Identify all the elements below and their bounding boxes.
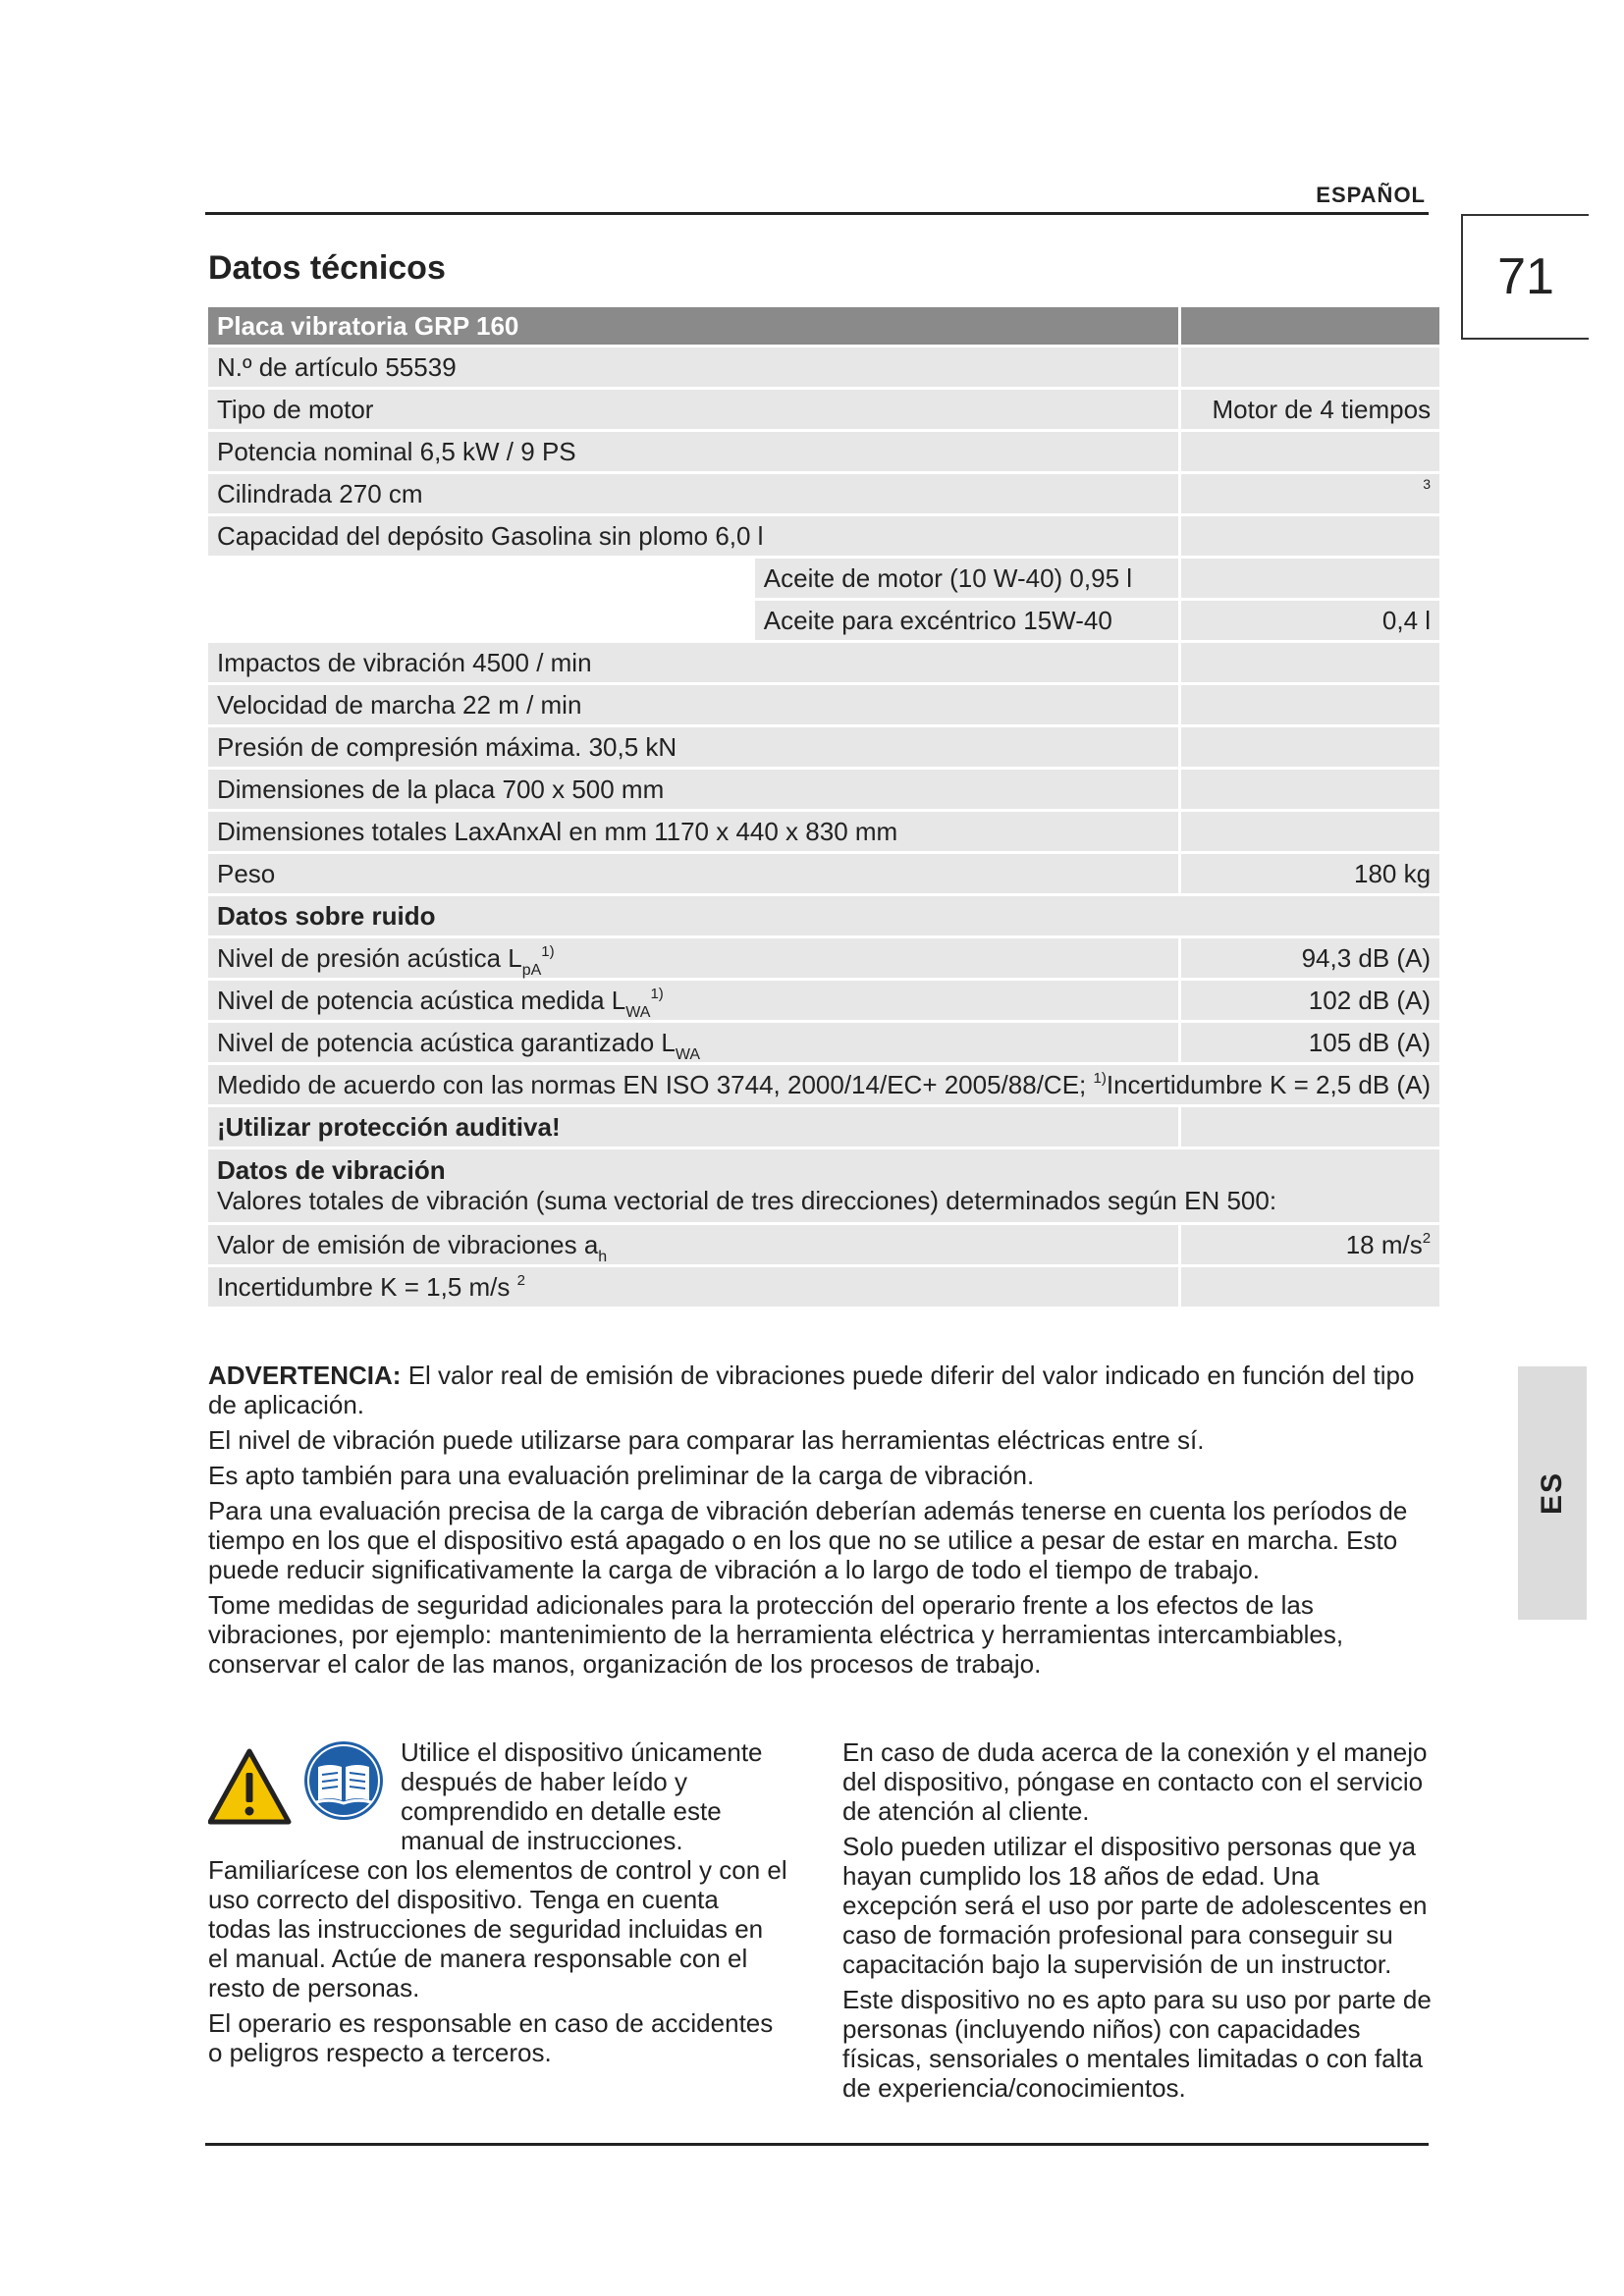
warning-paragraph: Tome medidas de seguridad adicionales para la protección del operario frente a los efectos de las vibraciones, por ejemplo: mantenimiento de la herramienta eléctrica y herramientas intercambiables, conservar el calor de las manos, organización de los procesos de trabajo. bbox=[208, 1590, 1344, 1679]
table-row bbox=[208, 1107, 1439, 1147]
table-row bbox=[208, 390, 1439, 429]
displacement-unit-sup: 3 bbox=[1181, 474, 1439, 513]
vibration-impacts: Impactos de vibración 4500 / min bbox=[208, 643, 1178, 682]
table-row bbox=[208, 432, 1439, 471]
header-rule bbox=[205, 212, 1429, 215]
table-row bbox=[208, 1065, 1439, 1104]
article-number: N.º de artículo 55539 bbox=[208, 347, 1178, 387]
motor-oil: Aceite de motor (10 W-40) 0,95 l bbox=[755, 559, 1178, 598]
table-row bbox=[208, 516, 1439, 556]
vibration-uncertainty: Incertidumbre K = 1,5 m/s $^2$ bbox=[208, 1267, 1178, 1307]
displacement: Cilindrada 270 cm bbox=[208, 474, 1178, 513]
footer-rule bbox=[205, 2143, 1429, 2146]
safety-icons-graphic bbox=[208, 1737, 401, 1832]
section-title: Datos técnicos bbox=[208, 249, 446, 287]
page-number: 71 bbox=[1461, 214, 1589, 340]
left-paragraph: El operario es responsable en caso de accidentes o peligros respecto a terceros. bbox=[208, 2008, 774, 2067]
read-manual-icon bbox=[304, 1741, 383, 1820]
table-row bbox=[208, 938, 1439, 978]
product-model: GRP 160 bbox=[413, 310, 519, 341]
language-side-tab-label: ES bbox=[1536, 1470, 1568, 1516]
sound-power-measured-label: Nivel de potencia acústica medida $L_{WA}^{1)}$ bbox=[208, 981, 1178, 1020]
motor-type-label: Tipo de motor bbox=[208, 390, 1178, 429]
ear-protection-notice: ¡Utilizar protección auditiva! bbox=[208, 1107, 1178, 1147]
warning-paragraph: El nivel de vibración puede utilizarse para comparar las herramientas eléctricas entre sí. bbox=[208, 1425, 1205, 1455]
vibration-data-title: Datos de vibración bbox=[217, 1155, 446, 1185]
weight-label: Peso bbox=[208, 854, 1178, 893]
product-type: Placa vibratoria bbox=[217, 310, 407, 341]
table-row bbox=[208, 854, 1439, 893]
table-header-cell bbox=[208, 307, 1178, 345]
table-header-blank bbox=[1181, 307, 1439, 345]
table-row bbox=[208, 1225, 1439, 1264]
weight-value: 180 kg bbox=[1181, 854, 1439, 893]
table-row bbox=[208, 812, 1439, 851]
warning-paragraph: ADVERTENCIA: El valor real de emisión de vibraciones puede diferir del valor indicado en función del tipo de aplicación. bbox=[208, 1361, 1415, 1419]
table-row bbox=[208, 896, 1439, 935]
vibration-data-block bbox=[208, 1149, 1439, 1222]
warning-paragraph: Para una evaluación precisa de la carga de vibración deberían además tenerse en cuenta los períodos de tiempo en los que el dispositivo está apagado o en los que no se utilice a pesar de estar en marcha. Esto puede reducir significativamente la carga de vibración a lo largo de todo el tiempo de trabajo. bbox=[208, 1496, 1408, 1584]
tank-capacity: Capacidad del depósito Gasolina sin plomo 6,0 l bbox=[208, 516, 1178, 556]
table-row bbox=[208, 685, 1439, 724]
table-row bbox=[208, 770, 1439, 809]
table-header-row bbox=[208, 307, 1439, 345]
sound-pressure-label: Nivel de presión acústica $L_{pA}^{1)}$ bbox=[208, 938, 1178, 978]
safety-icons bbox=[208, 1737, 401, 1832]
travel-speed: Velocidad de marcha 22 m / min bbox=[208, 685, 1178, 724]
vibration-emission-value: 18 $m/s^2$ bbox=[1181, 1225, 1439, 1264]
table-row bbox=[208, 981, 1439, 1020]
vibration-data-description: Valores totales de vibración (suma vectorial de tres direcciones) determinados según EN 500: bbox=[217, 1186, 1277, 1215]
noise-norms: Medido de acuerdo con las normas EN ISO 3744, 2000/14/EC+ 2005/88/CE; $^{1)}$Incertidumbre K = 2,5 dB (A) bbox=[208, 1065, 1439, 1104]
sound-power-measured-value: 102 dB (A) bbox=[1181, 981, 1439, 1020]
sound-power-guaranteed-label: Nivel de potencia acústica garantizado $L_{WA}$ bbox=[208, 1023, 1178, 1062]
table-row bbox=[208, 347, 1439, 387]
right-column bbox=[842, 1737, 1432, 2109]
left-column bbox=[208, 1737, 787, 2073]
table-row bbox=[208, 559, 1439, 598]
sound-power-guaranteed-value: 105 dB (A) bbox=[1181, 1023, 1439, 1062]
right-paragraph: Este dispositivo no es apto para su uso por parte de personas (incluyendo niños) con capacidades físicas, sensoriales o mentales limitadas o con falta de experiencia/conocimientos. bbox=[842, 1985, 1432, 2103]
table-row bbox=[208, 601, 1439, 640]
warning-lead: ADVERTENCIA: bbox=[208, 1361, 402, 1390]
language-side-tab bbox=[1518, 1366, 1587, 1620]
table-row bbox=[208, 1267, 1439, 1307]
compression-pressure: Presión de compresión máxima. 30,5 kN bbox=[208, 727, 1178, 767]
right-paragraph: Solo pueden utilizar el dispositivo personas que ya hayan cumplido los 18 años de edad. Una excepción será el uso por parte de adolescentes en caso de formación profesional para conseguir su capacitación bajo la supervisión de un instructor. bbox=[842, 1832, 1428, 1979]
vibration-emission-label: Valor de emisión de vibraciones $a_h$ bbox=[208, 1225, 1178, 1264]
technical-data-table bbox=[205, 304, 1442, 1309]
vibration-warning bbox=[208, 1361, 1426, 1684]
language-header: ESPAÑOL bbox=[1316, 183, 1426, 207]
sound-pressure-value: 94,3 dB (A) bbox=[1181, 938, 1439, 978]
eccentric-oil-value: 0,4 l bbox=[1181, 601, 1439, 640]
total-dimensions: Dimensiones totales LaxAnxAl en mm 1170 x 440 x 830 mm bbox=[208, 812, 1178, 851]
table-row bbox=[208, 1149, 1439, 1222]
table-row bbox=[208, 1023, 1439, 1062]
warning-triangle-icon bbox=[210, 1751, 289, 1822]
left-paragraph: Utilice el dispositivo únicamente después de haber leído y comprendido en detalle este manual de instrucciones. Familiarícese con los elementos de control y con el uso correcto del dispositivo. Tenga en cuenta todas las instrucciones de seguridad incluidas en el manual. Actúe de manera responsable con el resto de personas. bbox=[208, 1737, 787, 2002]
motor-type-value: Motor de 4 tiempos bbox=[1181, 390, 1439, 429]
eccentric-oil-label: Aceite para excéntrico 15W-40 bbox=[755, 601, 1178, 640]
table-row bbox=[208, 474, 1439, 513]
warning-paragraph: Es apto también para una evaluación preliminar de la carga de vibración. bbox=[208, 1461, 1035, 1490]
nominal-power: Potencia nominal 6,5 kW / 9 PS bbox=[208, 432, 1178, 471]
plate-dimensions: Dimensiones de la placa 700 x 500 mm bbox=[208, 770, 1178, 809]
noise-data-title: Datos sobre ruido bbox=[208, 896, 1439, 935]
table-row bbox=[208, 727, 1439, 767]
table-row bbox=[208, 643, 1439, 682]
right-paragraph: En caso de duda acerca de la conexión y el manejo del dispositivo, póngase en contacto con el servicio de atención al cliente. bbox=[842, 1737, 1428, 1826]
